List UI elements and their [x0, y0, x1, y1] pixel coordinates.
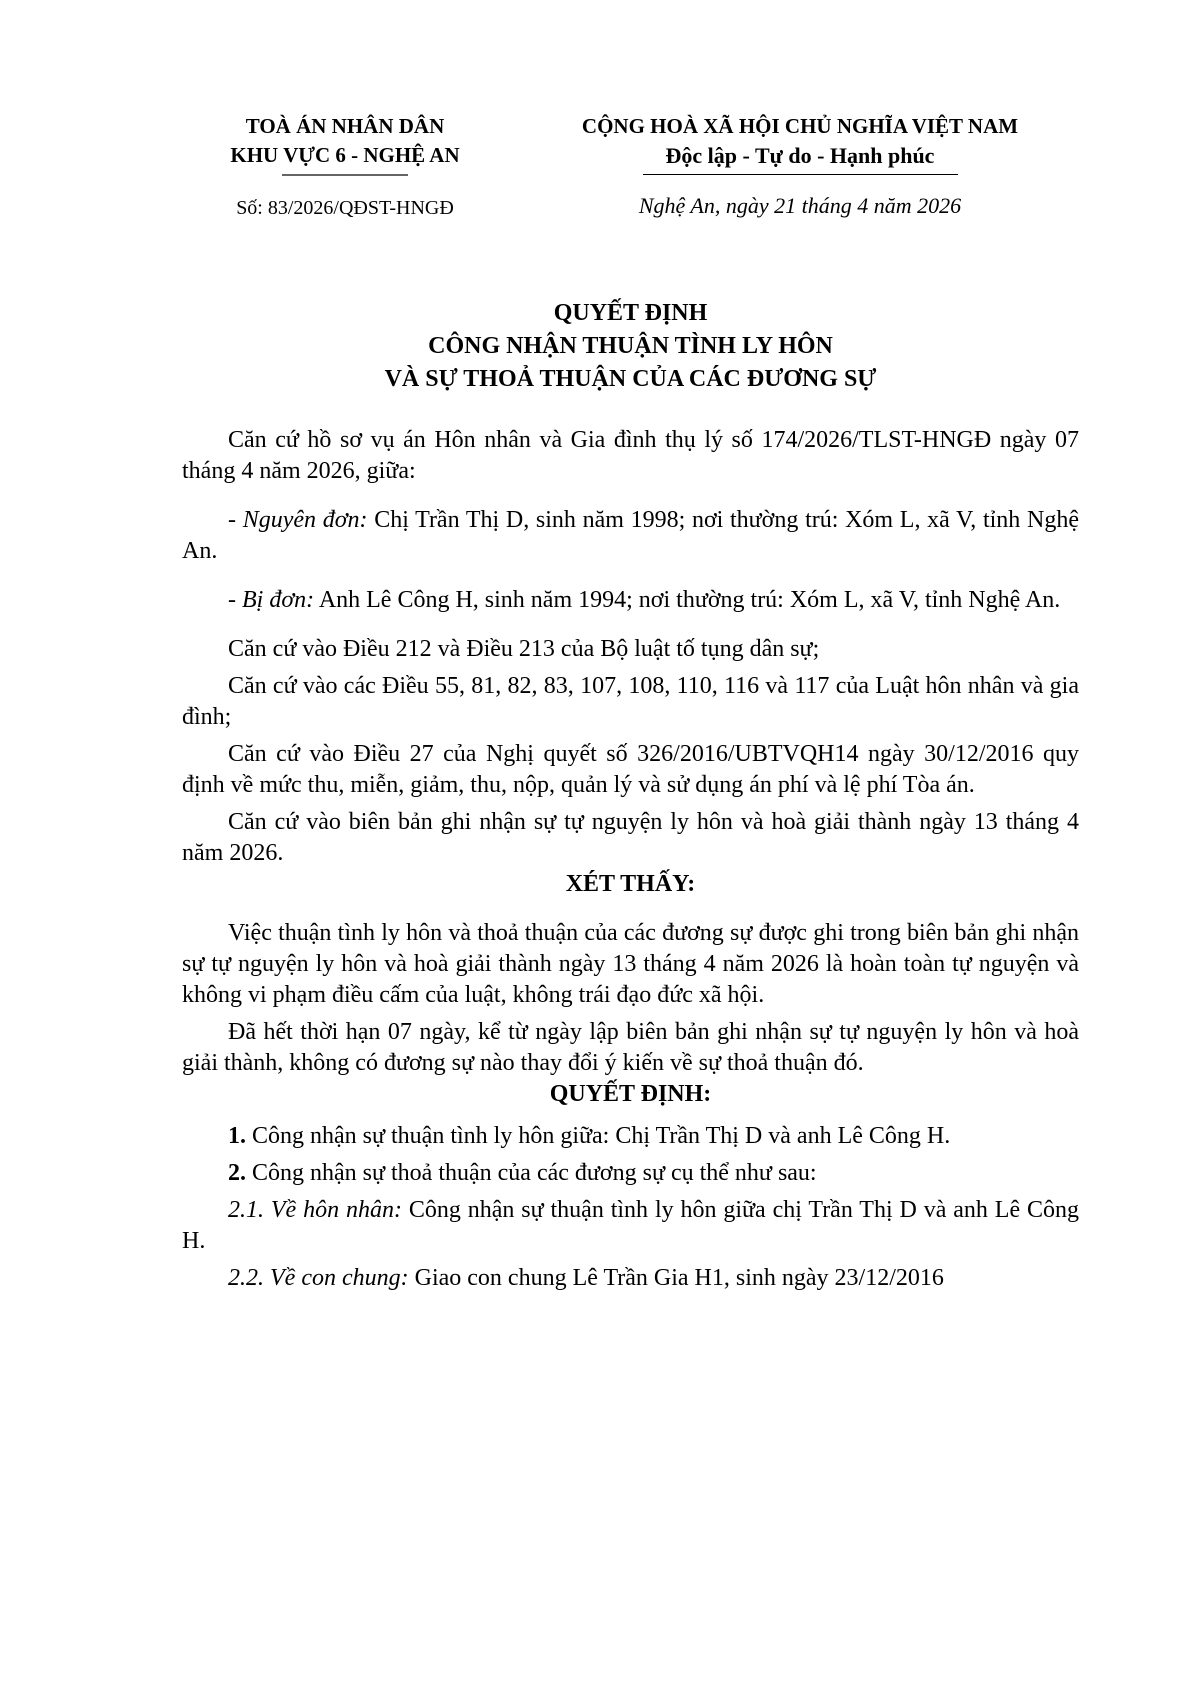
legal-basis-2: Căn cứ vào các Điều 55, 81, 82, 83, 107, 108, 110, 116 và 117 của Luật hôn nhân và gia đình; — [182, 673, 1079, 730]
document-number: Số: 83/2026/QĐST-HNGĐ — [236, 197, 454, 219]
court-name: TOÀ ÁN NHÂN DÂN — [245, 114, 445, 138]
legal-basis-4: Căn cứ vào biên bản ghi nhận sự tự nguyện ly hôn và hoà giải thành ngày 13 tháng 4 năm 2026. — [182, 809, 1079, 866]
defendant-prefix: - — [228, 587, 242, 613]
document-title — [182, 297, 1079, 396]
item-2-number: 2. — [228, 1160, 246, 1186]
legal-basis-1: Căn cứ vào Điều 212 và Điều 213 của Bộ luật tố tụng dân sự; — [228, 636, 820, 662]
plaintiff-label: Nguyên đơn: — [242, 507, 368, 533]
item-2-1-text: Công nhận sự thuận tình ly hôn giữa chị Trần Thị D và anh Lê Công H. — [182, 1197, 1079, 1254]
item-2-2-label: 2.2. Về con chung: — [228, 1265, 409, 1291]
finding-1: Việc thuận tình ly hôn và thoả thuận của các đương sự được ghi trong biên bản ghi nhận sự tự nguyện ly hôn và hoà giải thành ngày 13 tháng 4 năm 2026 là hoàn toàn tự nguyện và không vi phạm điều cấm của luật, không trái đạo đức xã hội. — [182, 920, 1079, 1008]
court-header — [195, 112, 495, 176]
findings-heading: XÉT THẤY: — [565, 871, 696, 897]
item-2-1-label: 2.1. Về hôn nhân: — [228, 1197, 402, 1223]
title-line-2: CÔNG NHẬN THUẬN TÌNH LY HÔN — [428, 333, 833, 359]
court-underline — [282, 174, 408, 176]
item-2-2-text: Giao con chung Lê Trần Gia H1, sinh ngày 23/12/2016 — [408, 1265, 944, 1291]
defendant-label: Bị đơn: — [242, 587, 315, 613]
title-line-3: VÀ SỰ THOẢ THUẬN CỦA CÁC ĐƯƠNG SỰ — [384, 366, 877, 392]
document-body — [182, 425, 1079, 1294]
plaintiff-paragraph — [182, 505, 1079, 567]
defendant-paragraph — [182, 585, 1079, 616]
national-header — [520, 112, 1080, 175]
title-line-1: QUYẾT ĐỊNH — [553, 300, 708, 326]
item-1-number: 1. — [228, 1123, 246, 1149]
item-1-text: Công nhận sự thuận tình ly hôn giữa: Chị Trần Thị D và anh Lê Công H. — [246, 1123, 951, 1149]
decision-item-1 — [182, 1121, 1079, 1152]
place-and-date: Nghệ An, ngày 21 tháng 4 năm 2026 — [638, 193, 962, 218]
court-region: KHU VỰC 6 - NGHỆ AN — [230, 143, 460, 167]
legal-basis-3: Căn cứ vào Điều 27 của Nghị quyết số 326/2016/UBTVQH14 ngày 30/12/2016 quy định về mức thu, miễn, giảm, thu, nộp, quản lý và sử dụng án phí và lệ phí Tòa án. — [182, 741, 1079, 798]
plaintiff-prefix: - — [228, 507, 243, 533]
finding-2: Đã hết thời hạn 07 ngày, kể từ ngày lập biên bản ghi nhận sự tự nguyện ly hôn và hoà giải thành, không có đương sự nào thay đổi ý kiến về sự thoả thuận đó. — [182, 1019, 1079, 1076]
item-2-text: Công nhận sự thoả thuận của các đương sự cụ thể như sau: — [246, 1160, 817, 1186]
decision-item-2 — [182, 1158, 1079, 1189]
case-basis-paragraph: Căn cứ hồ sơ vụ án Hôn nhân và Gia đình thụ lý số 174/2026/TLST-HNGĐ ngày 07 tháng 4 năm 2026, giữa: — [182, 427, 1079, 484]
decision-heading: QUYẾT ĐỊNH: — [549, 1081, 712, 1107]
motto-underline — [643, 174, 958, 175]
nation-name: CỘNG HOÀ XÃ HỘI CHỦ NGHĨA VIỆT NAM — [581, 114, 1019, 138]
decision-item-2-1 — [182, 1195, 1079, 1257]
national-motto: Độc lập - Tự do - Hạnh phúc — [665, 143, 935, 168]
decision-item-2-2 — [182, 1263, 1079, 1294]
defendant-text: Anh Lê Công H, sinh năm 1994; nơi thường trú: Xóm L, xã V, tỉnh Nghệ An. — [314, 587, 1061, 613]
plaintiff-text: Chị Trần Thị D, sinh năm 1998; nơi thường trú: Xóm L, xã V, tỉnh Nghệ An. — [182, 507, 1079, 564]
